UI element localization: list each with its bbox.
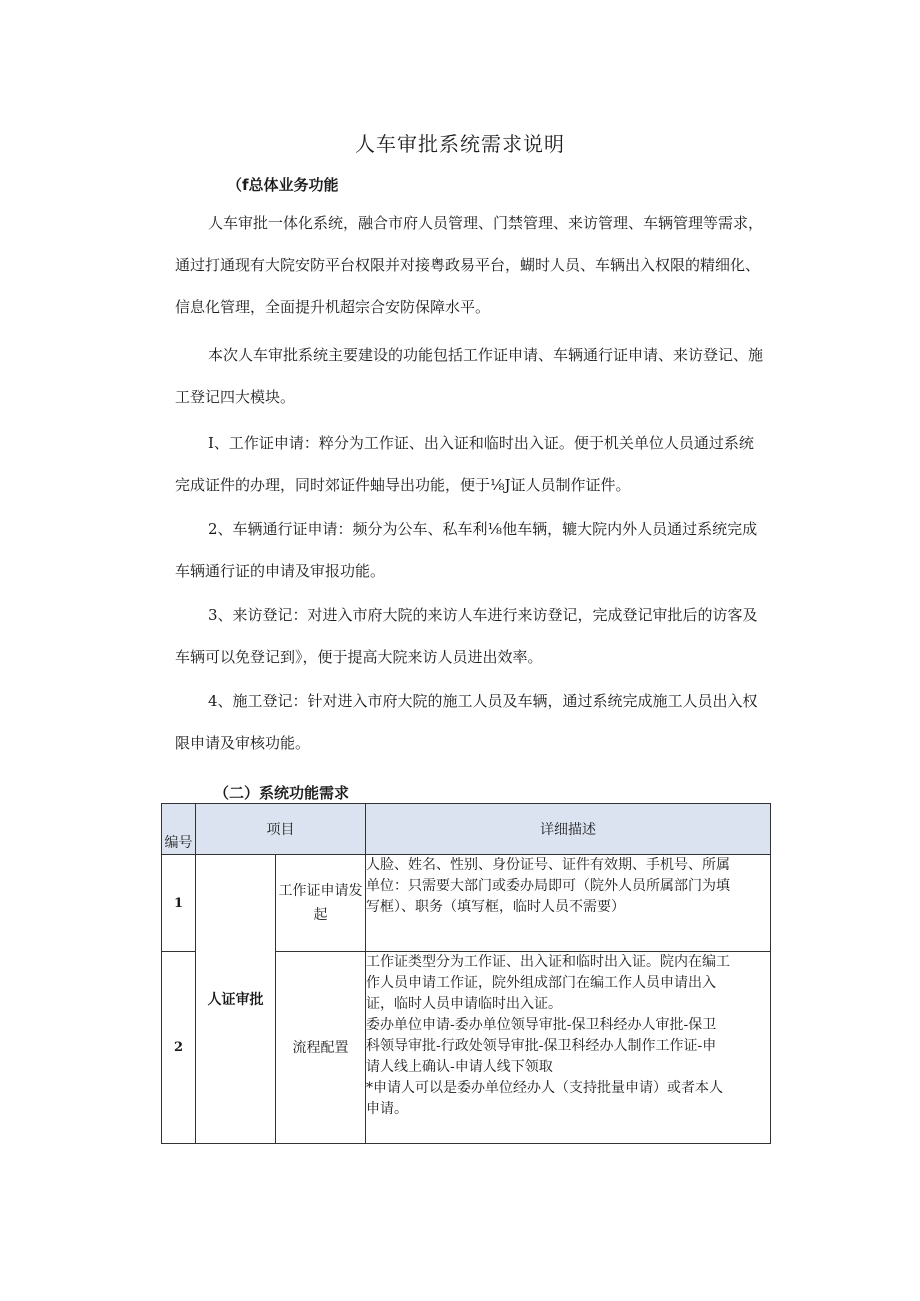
section-heading-system-requirements: （二）系统功能需求 <box>214 784 350 802</box>
row-number: 1 <box>162 855 196 952</box>
section-heading-overall-functions: （f总体业务功能 <box>227 176 339 194</box>
paragraph-line: 限申请及审核功能。 <box>175 734 311 752</box>
description-line: *申请人可以是委办单位经办人（支持批量申请）或者本人 <box>366 1080 723 1096</box>
paragraph-line: I、工作证申请：粹分为工作证、出入证和临时出入证。便于机关单位人员通过系统 <box>208 434 754 452</box>
paragraph-line: 3、来访登记：对进入市府大院的来访人车进行来访登记，完成登记审批后的访客及 <box>208 606 758 624</box>
paragraph-line: 信息化管理，全面提升机超宗合安防保障水平。 <box>175 298 491 316</box>
paragraph-modules <box>175 334 780 418</box>
description-line: 作人员申请工作证，院外组成部门在编工作人员申请出入 <box>366 975 716 991</box>
requirements-table <box>161 803 771 1144</box>
description-line: 证，临时人员申请临时出入证。 <box>366 996 562 1012</box>
description-line: 工作证类型分为工作证、出入证和临时出入证。院内在编工 <box>366 954 730 970</box>
paragraph-visitor <box>175 594 780 678</box>
description-line: 人脸、姓名、性别、身份证号、证件有效期、手机号、所属 <box>366 857 730 873</box>
paragraph-line: 本次人车审批系统主要建设的功能包括工作证申请、车辆通行证申请、来访登记、施 <box>208 346 764 364</box>
paragraph-work-permit <box>175 422 780 506</box>
sub-item-label: 流程配置 <box>276 952 366 1144</box>
paragraph-line: 完成证件的办理，同时郊证件蚰导出功能，便于⅛J证人员制作证件。 <box>175 476 631 494</box>
description-line: 请人线上确认-申请人线下领取 <box>366 1059 553 1075</box>
table-header-row <box>162 804 771 855</box>
description-line: 委办单位申请-委办单位领导审批-保卫科经办人审批-保卫 <box>366 1017 717 1033</box>
description-line: 科领导审批-行政处领导审批-保卫科经办人制作工作证-申 <box>366 1038 717 1054</box>
document-title: 人车审批系统需求说明 <box>355 132 565 156</box>
paragraph-construction <box>175 680 780 764</box>
sub-item-label: 工作证申请发起 <box>276 855 366 952</box>
paragraph-line: 车辆通行证的申请及审报功能。 <box>175 562 386 580</box>
paragraph-line: 通过打通现有大院安防平台权限并对接粤政易平台，蝴时人员、车辆出入权限的精细化、 <box>175 256 761 274</box>
paragraph-line: 2、车辆通行证申请：频分为公车、私车利⅛他车辆，辘大院内外人员通过系统完成 <box>208 520 758 538</box>
header-item: 项目 <box>196 804 366 855</box>
description-line: 申请。 <box>366 1101 408 1117</box>
row-number: 2 <box>162 952 196 1144</box>
description-line: 单位：只需要大部门或委办局即可（院外人员所属部门为填 <box>366 878 730 894</box>
header-number: 编号 <box>162 804 196 855</box>
paragraph-line: 工登记四大模块。 <box>175 388 296 406</box>
table-row <box>162 855 771 952</box>
header-description: 详细描述 <box>366 804 771 855</box>
paragraph-intro <box>175 202 780 328</box>
description-line: 写框）、职务（填写框，临时人员不需要） <box>366 899 625 915</box>
row-description <box>366 855 771 952</box>
paragraph-vehicle-pass <box>175 508 780 592</box>
paragraph-line: 4、施工登记：针对进入市府大院的施工人员及车辆，通过系统完成施工人员出入权 <box>208 692 758 710</box>
group-label: 人证审批 <box>196 855 276 1144</box>
row-description <box>366 952 771 1144</box>
paragraph-line: 车辆可以免登记到》，便于提高大院来访人员进出效率。 <box>175 648 543 666</box>
paragraph-line: 人车审批一体化系统，融合市府人员管理、门禁管理、来访管理、车辆管理等需求， <box>208 214 764 232</box>
